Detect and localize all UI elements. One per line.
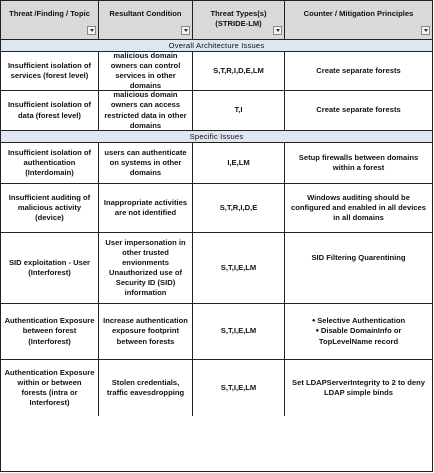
table-header-row — [1, 1, 432, 40]
header-label-topic: Threat /Finding / Topic — [9, 9, 90, 18]
header-cell-condition — [99, 1, 193, 39]
condition-cell: malicious domain owners can control services in other domains — [99, 52, 193, 90]
header-label-mitigation: Counter / Mitigation Principles — [303, 9, 414, 18]
threats-cell: S,T,I,E,LM — [193, 360, 285, 416]
table-row — [1, 360, 432, 416]
list-item: ● Disable DomainInfo or TopLevelName record — [288, 326, 429, 346]
filter-dropdown-icon[interactable] — [273, 26, 282, 35]
header-cell-mitigation — [285, 1, 432, 39]
header-cell-threats — [193, 1, 285, 39]
topic-cell: Authentication Exposure between forest (Interforest) — [1, 304, 99, 359]
mitigation-cell: Windows auditing should be configured and enabled in all devices in all domains — [290, 192, 427, 222]
table-row — [1, 304, 432, 360]
table-row — [1, 184, 432, 233]
filter-dropdown-icon[interactable] — [87, 26, 96, 35]
condition-cell: malicious domain owners can access restricted data in other domains — [99, 91, 193, 130]
topic-cell: Insufficient auditing of malicious activity (device) — [1, 184, 99, 232]
mitigation-cell: Set LDAPServerIntegrity to 2 to deny LDAP simple binds — [292, 377, 425, 397]
threats-cell: S,T,I,E,LM — [193, 233, 285, 303]
threats-cell: I,E,LM — [193, 143, 285, 183]
condition-cell: User impersonation in other trusted envionments Unauthorized use of Security ID (SID) information — [99, 233, 193, 303]
mitigation-cell: Setup firewalls between domains within a forest — [298, 152, 419, 172]
condition-cell: Increase authentication exposure footprint between forests — [99, 304, 193, 359]
mitigation-cell: Create separate forests — [316, 105, 401, 115]
mitigation-cell — [285, 304, 432, 359]
list-item: ● Selective Authentication — [288, 316, 429, 326]
threats-cell: T,I — [193, 91, 285, 130]
table-row — [1, 143, 432, 184]
topic-cell: Insufficient isolation of authentication (Interdomain) — [1, 143, 99, 183]
topic-cell: Insufficient isolation of services (forest level) — [1, 52, 99, 90]
condition-cell: Inappropriate activities are not identified — [99, 184, 193, 232]
mitigation-cell: SID Filtering Quarentining — [311, 253, 406, 262]
header-label-condition: Resultant Condition — [109, 9, 182, 18]
threats-cell: S,T,R,I,D,E — [193, 184, 285, 232]
filter-dropdown-icon[interactable] — [181, 26, 190, 35]
mitigation-list — [288, 316, 429, 346]
section-header-specific: Specific Issues — [1, 131, 432, 143]
threats-cell: S,T,I,E,LM — [193, 304, 285, 359]
table-row — [1, 91, 432, 131]
table-row — [1, 52, 432, 91]
table-row — [1, 233, 432, 304]
topic-cell: Insufficient isolation of data (forest level) — [1, 91, 99, 130]
condition-cell: Stolen credentials, traffic eavesdropping — [99, 360, 193, 416]
header-label-threats: Threat Types(s) (STRIDE-LM) — [210, 9, 267, 29]
section-header-overall: Overall Architecture Issues — [1, 40, 432, 52]
mitigation-cell: Create separate forests — [316, 65, 401, 75]
topic-cell: SID exploitation - User (Interforest) — [1, 233, 99, 303]
threats-cell: S,T,R,I,D,E,LM — [193, 52, 285, 90]
filter-dropdown-icon[interactable] — [421, 26, 430, 35]
header-cell-topic — [1, 1, 99, 39]
condition-cell: users can authenticate on systems in other domains — [99, 143, 193, 183]
topic-cell: Authentication Exposure within or between forests (intra or Interforest) — [1, 360, 99, 416]
